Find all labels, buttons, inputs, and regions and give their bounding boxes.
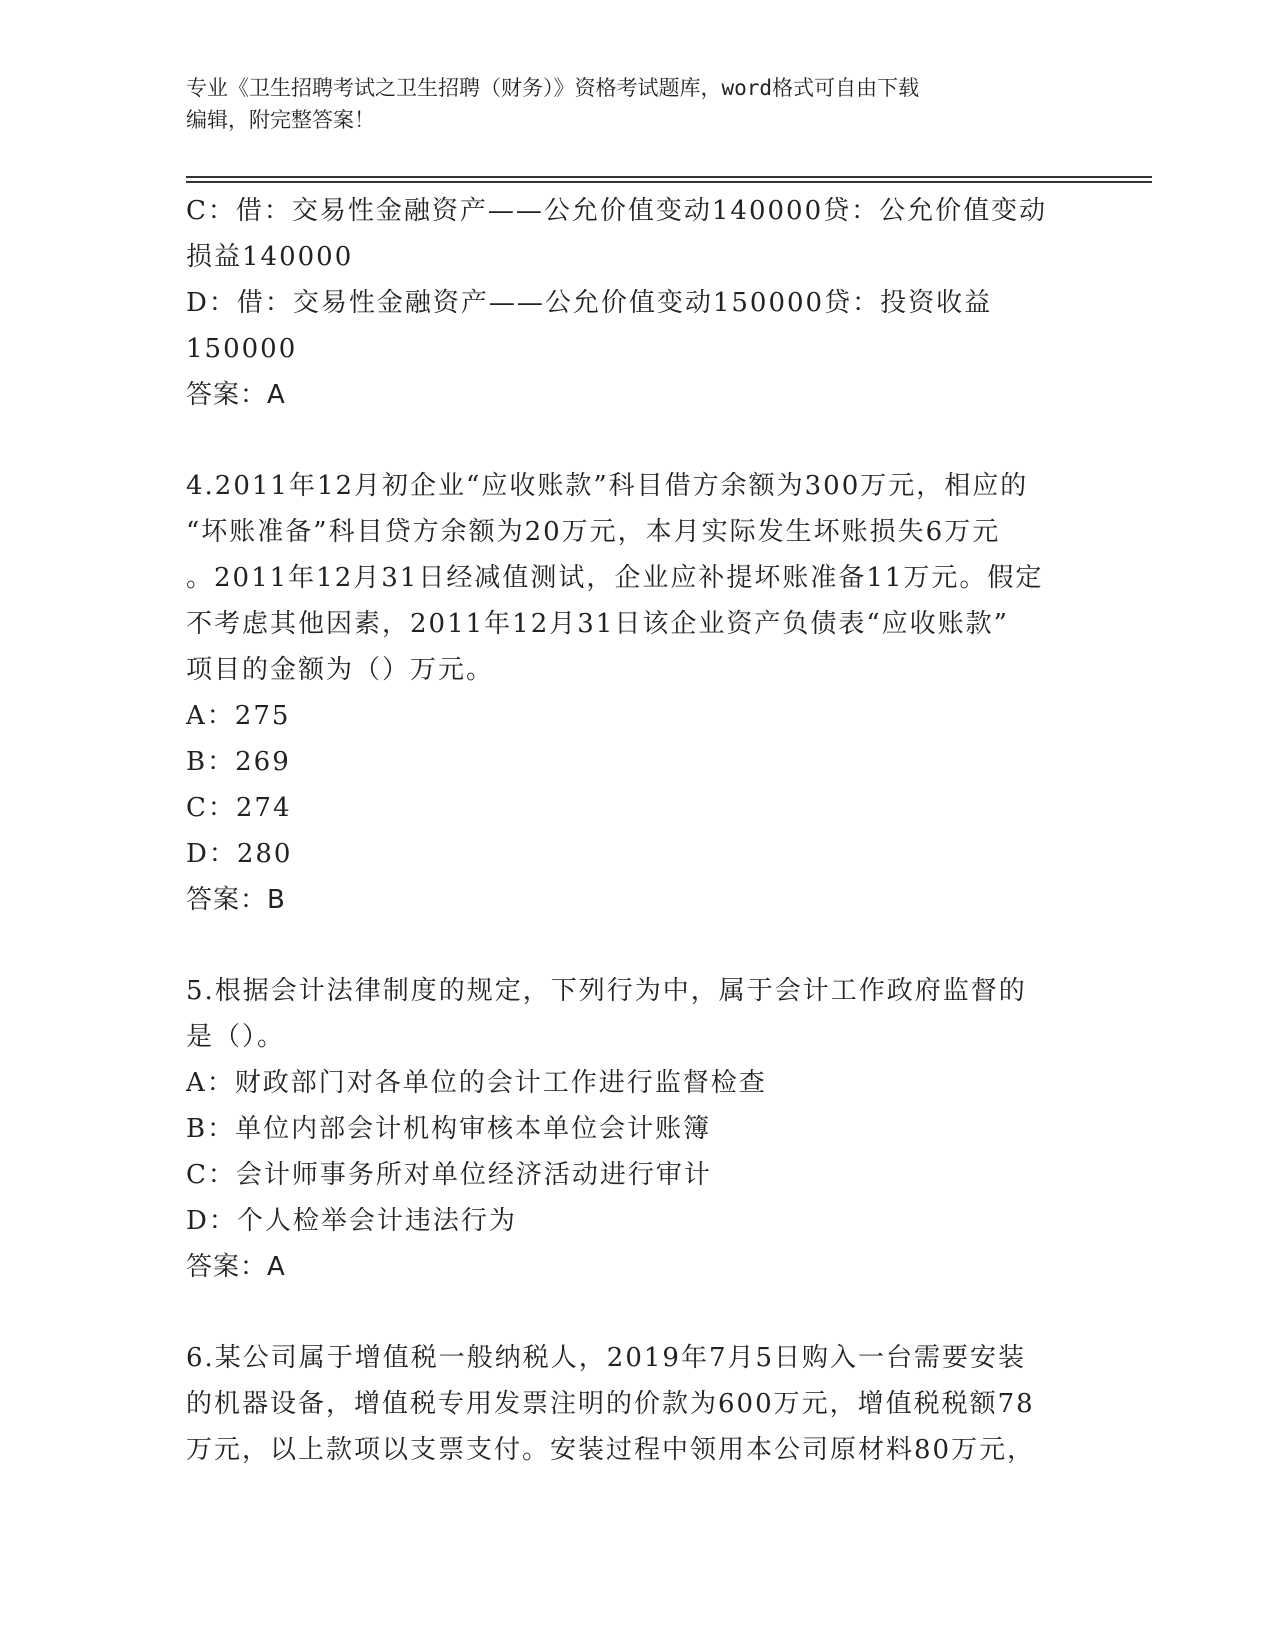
question-stem-line: 4.2011年12月初企业“应收账款”科目借方余额为300万元，相应的 [186, 471, 1029, 501]
question-stem-line: 的机器设备，增值税专用发票注明的价款为600万元，增值税税额78 [186, 1389, 1035, 1419]
option-a: A：财政部门对各单位的会计工作进行监督检查 [186, 1068, 767, 1098]
option-d: D：280 [186, 839, 293, 869]
option-a: A：275 [186, 701, 291, 731]
option-d-line-1: D：借：交易性金融资产——公允价值变动150000贷：投资收益 [186, 288, 993, 318]
option-d: D：个人检举会计违法行为 [186, 1206, 517, 1236]
question-4 [186, 463, 1086, 923]
header-line-1: 专业《卫生招聘考试之卫生招聘（财务）》资格考试题库，word格式可自由下载 [186, 76, 920, 100]
spacer [186, 1290, 1086, 1335]
document-header [186, 72, 1086, 136]
header-divider-top [186, 176, 1152, 178]
question-stem-line: 5.根据会计法律制度的规定，下列行为中，属于会计工作政府监督的 [186, 976, 1027, 1006]
question-stem-line: 不考虑其他因素，2011年12月31日该企业资产负债表“应收账款” [186, 609, 1009, 639]
header-line-2: 编辑，附完整答案！ [186, 108, 375, 132]
question-content [186, 188, 1086, 1473]
question-stem-line: 万元，以上款项以支票支付。安装过程中领用本公司原材料80万元， [186, 1435, 1036, 1465]
question-3-continued [186, 188, 1086, 418]
header-divider-bottom [186, 181, 1152, 183]
question-stem-line: “坏账准备”科目贷方余额为20万元，本月实际发生坏账损失6万元 [186, 517, 1001, 547]
option-d-line-2: 150000 [186, 334, 298, 364]
question-stem-line: 是（）。 [186, 1022, 286, 1052]
spacer [186, 418, 1086, 463]
question-stem-line: 6.某公司属于增值税一般纳税人，2019年7月5日购入一台需要安装 [186, 1343, 1027, 1373]
answer-q4: 答案：B [186, 885, 286, 915]
option-b: B：269 [186, 747, 291, 777]
option-c-line-1: C：借：交易性金融资产——公允价值变动140000贷：公允价值变动 [186, 196, 1048, 226]
question-5 [186, 968, 1086, 1290]
question-stem-line: 项目的金额为（）万元。 [186, 655, 495, 685]
answer-q3: 答案：A [186, 380, 286, 410]
option-c: C：274 [186, 793, 292, 823]
spacer [186, 923, 1086, 968]
option-c-line-2: 损益140000 [186, 242, 354, 272]
answer-q5: 答案：A [186, 1252, 286, 1282]
question-stem-line: 。2011年12月31日经减值测试，企业应补提坏账准备11万元。假定 [186, 563, 1044, 593]
option-c: C：会计师事务所对单位经济活动进行审计 [186, 1160, 712, 1190]
question-6 [186, 1335, 1086, 1473]
option-b: B：单位内部会计机构审核本单位会计账簿 [186, 1114, 712, 1144]
